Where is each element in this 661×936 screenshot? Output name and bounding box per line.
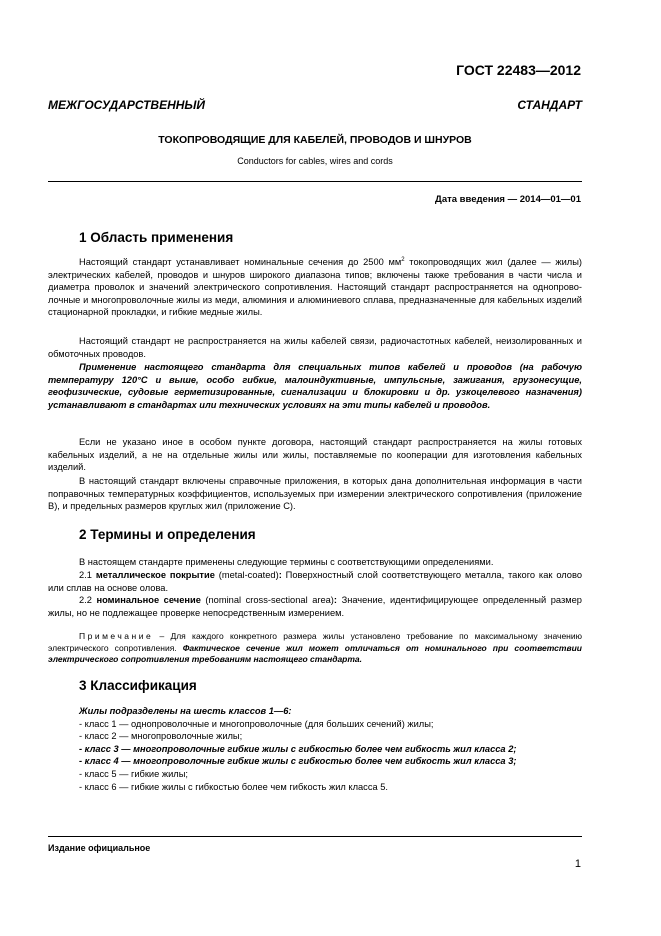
section-2-heading: 2 Термины и определения <box>79 527 256 542</box>
term-1-number: 2.1 <box>79 570 96 580</box>
class-item-6: - класс 6 — гибкие жилы с гибкостью более чем гибкость жил класса 5. <box>79 781 388 792</box>
s1-paragraph-3: Применение настоящего стандарта для специальных типов кабелей и проводов (на рабочую температуру 120°С и выше, особо гибкие, малоиндуктивные, импульсные, зажигания, грузонесущие, геофизические, судовые герметизированные, сигнализации и блокировки и др. узкоцелевого назначения) устанавливают в стандартах или технических условиях на эти типы кабелей и проводов. <box>48 362 582 410</box>
s1-p1-text-b: токопроводящих жил (далее — жилы) электрических кабелей, проводов и шнуров широкого диапазона типов; включены также требования в части числа и диаметра проволок и значений электрического сопротивления. Настоящий стандарт распространяется на однопрово-лочные и многопроволочные жилы из меди, алюминия и алюминиевого сплава, предназначенные для кабельных изделий стационарной прокладки, и гибкие медные жилы. <box>48 257 582 318</box>
section-1-heading: 1 Область применения <box>79 230 234 245</box>
document-title: ТОКОПРОВОДЯЩИЕ ДЛЯ КАБЕЛЕЙ, ПРОВОДОВ И ШНУРОВ <box>158 134 472 146</box>
term-2-definition: Значение, идентифицирующее определенный размер жилы, но не подлежащее проверке непосредственным измерением. <box>48 595 582 618</box>
s1-paragraph-4: Если не указано иное в особом пункте договора, настоящий стандарт распространяется на жилы готовых кабельных изделий, а не на отдельные жилы или жилы, поставляемые по кооперации для изготовления кабельных изделий. <box>48 437 582 473</box>
s2-term-2 <box>48 594 582 619</box>
term-1-name: металлическое покрытие <box>95 570 215 580</box>
s2-note <box>48 631 582 666</box>
s1-p1-text-a: Настоящий стандарт устанавливает номинальные сечения до 2500 мм <box>79 257 402 268</box>
class-item-4: - класс 4 — многопроволочные гибкие жилы с гибкостью более чем гибкость жил класса 3; <box>79 756 517 767</box>
class-item-2: - класс 2 — многопроволочные жилы; <box>79 731 243 742</box>
class-list-intro: Жилы подразделены на шесть классов 1—6: <box>79 706 292 716</box>
section-3-heading: 3 Классификация <box>79 678 197 693</box>
page-number: 1 <box>574 858 581 870</box>
note-label: Примечание <box>79 631 154 641</box>
class-list <box>48 705 582 793</box>
s2-intro: В настоящем стандарте применены следующие термины с соответствующими определениями. <box>79 557 494 567</box>
s2-term-1 <box>48 569 582 594</box>
class-item-5: - класс 5 — гибкие жилы; <box>79 768 188 779</box>
s1-paragraph-5: В настоящий стандарт включены справочные приложения, в которых дана дополнительная информация в части поправочных температурных коэффициентов, используемых при измерении электрического сопротивления (приложение В), и предельных размеров круглых жил (приложение С). <box>48 476 582 512</box>
note-emphasis: Фактическое сечение жил может отличаться от номинального при соответствии электрического сопротивления требованиям настоящего стандарта. <box>48 642 582 665</box>
footer-divider <box>48 836 582 837</box>
term-2-number: 2.2 <box>79 595 97 605</box>
term-2-colon: : <box>333 595 338 605</box>
term-2-english: (nominal cross-sectional area) <box>200 595 334 605</box>
standard-code: ГОСТ 22483—2012 <box>456 62 581 78</box>
term-1-definition: Поверхностный слой соответствующего металла, такого как олово или сплав на основе олова. <box>48 570 582 593</box>
term-1-english: (metal-coated) <box>214 570 279 580</box>
interstate-standard-banner: МЕЖГОСУДАРСТВЕННЫЙ СТАНДАРТ <box>48 98 582 112</box>
header-divider <box>48 181 582 182</box>
s1-paragraph-1 <box>48 254 582 319</box>
introduction-date: Дата введения — 2014—01—01 <box>435 194 581 205</box>
term-2-name: номинальное сечение <box>96 595 201 605</box>
s1-p1-superscript: 2 <box>401 257 405 263</box>
class-item-1: - класс 1 — однопроволочные и многопроволочные (для больших сечений) жилы; <box>79 718 434 729</box>
official-edition-label: Издание официальное <box>48 843 151 853</box>
note-text: – Для каждого конкретного размера жилы установлено требование по максимальному значению электрического сопротивления. <box>48 631 582 653</box>
s1-paragraph-2: Настоящий стандарт не распространяется на жилы кабелей связи, радиочастотных кабелей, неизолированных и обмоточных проводов. <box>48 336 582 359</box>
document-subtitle-english: Conductors for cables, wires and cords <box>237 156 393 166</box>
term-1-colon: : <box>278 570 282 580</box>
class-item-3: - класс 3 — многопроволочные гибкие жилы с гибкостью более чем гибкость жил класса 2; <box>79 743 517 754</box>
